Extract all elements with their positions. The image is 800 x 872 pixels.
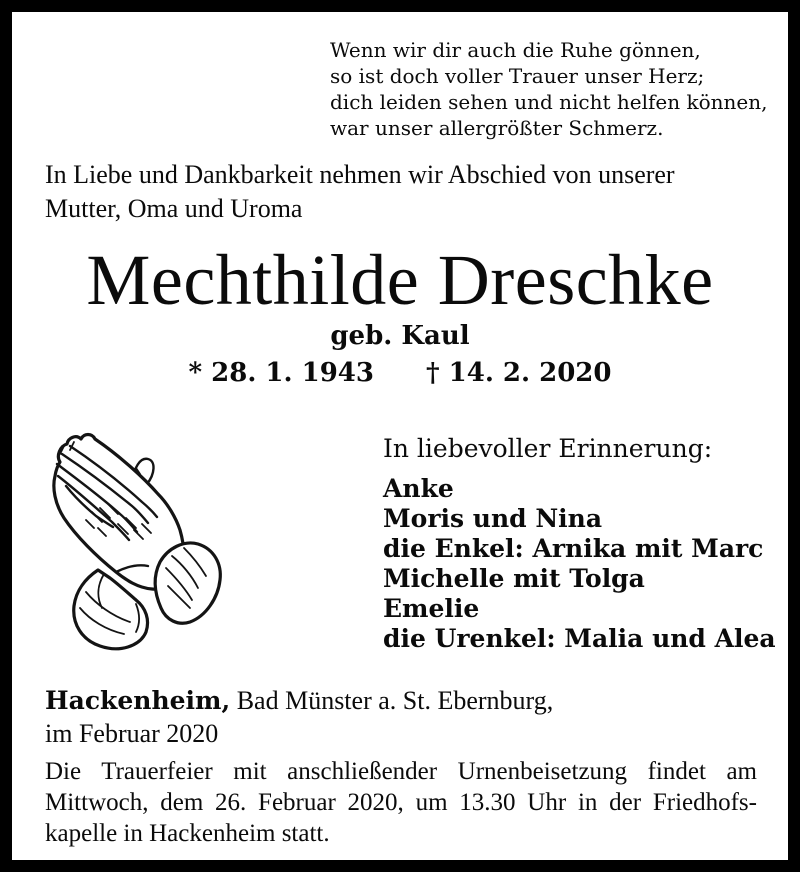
condolence-verse xyxy=(330,37,767,141)
place-date-block xyxy=(45,684,553,750)
funeral-line: Mittwoch, dem 26. Februar 2020, um 13.30 Uhr in der Friedhofs- xyxy=(45,789,757,816)
mourner-line: die Enkel: Arnika mit Marc xyxy=(383,534,764,563)
life-dates xyxy=(12,357,788,389)
mourner-line: Anke xyxy=(383,474,454,503)
maiden-name: geb. Kaul xyxy=(330,321,470,351)
mourner-line: Moris und Nina xyxy=(383,504,603,533)
mourner-line: Michelle mit Tolga xyxy=(383,564,645,593)
memorial-section xyxy=(383,433,776,654)
verse-line: war unser allergrößter Schmerz. xyxy=(330,116,664,140)
praying-hands-icon xyxy=(40,432,255,672)
place-line xyxy=(45,684,553,717)
intro-text xyxy=(45,158,675,226)
mourner-line: die Urenkel: Malia und Alea xyxy=(383,624,776,653)
verse-line: Wenn wir dir auch die Ruhe gönnen, xyxy=(330,38,701,62)
region-name: Bad Münster a. St. Ebernburg, xyxy=(236,686,554,715)
intro-line: In Liebe und Dankbarkeit nehmen wir Abschied von unserer xyxy=(45,160,675,189)
notice-date: im Februar 2020 xyxy=(45,719,219,748)
verse-line: dich leiden sehen und nicht helfen können, xyxy=(330,90,768,114)
funeral-line: Die Trauerfeier mit anschließender Urnenbeisetzung findet am xyxy=(45,758,757,785)
deceased-name: Mechthilde Dreschke xyxy=(86,240,714,320)
town-name: Hackenheim, xyxy=(45,686,231,715)
birth-date: * 28. 1. 1943 xyxy=(188,358,374,388)
death-date: † 14. 2. 2020 xyxy=(426,358,612,388)
funeral-announcement xyxy=(45,756,757,849)
memorial-heading: In liebevoller Erinnerung: xyxy=(383,434,713,463)
funeral-line: kapelle in Hackenheim statt. xyxy=(45,820,330,847)
mourners-list xyxy=(383,474,776,654)
mourner-line: Emelie xyxy=(383,594,480,623)
verse-line: so ist doch voller Trauer unser Herz; xyxy=(330,64,705,88)
intro-line: Mutter, Oma und Uroma xyxy=(45,194,303,223)
